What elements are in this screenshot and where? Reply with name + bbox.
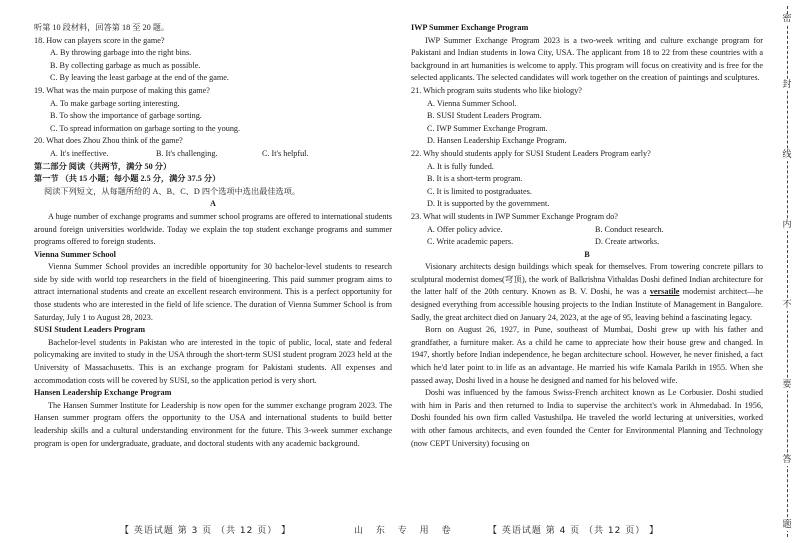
section-one-heading: 第一节 （共 15 小题；每小题 2.5 分，满分 37.5 分） (34, 174, 221, 184)
susi-heading: SUSI Student Leaders Program (34, 325, 146, 335)
seal-mark-6: 要 (782, 380, 792, 390)
footer-page-4: 【 英语试题 第 4 页 （共 12 页） 】 (488, 526, 660, 536)
iwp-paragraph: IWP Summer Exchange Program 2023 is a two-week writing and culture exchange program for Pakistani and Indian students in Iowa City, USA. The applicant from 18 to 22 from these countries with a background in art humanities is welcome to apply. This program will focus on creativity and is free for the selected applicants. The selected candidates will work together on the creation of paintings and sculptures. (411, 35, 763, 83)
question-22-option-b: B. It is a short-term program. (427, 174, 523, 184)
question-22-option-d: D. It is supported by the government. (427, 199, 550, 209)
seal-mark-7: 答 (782, 455, 792, 465)
question-18-option-b: B. By collecting garbage as much as possible. (50, 60, 201, 70)
hansen-heading: Hansen Leadership Exchange Program (34, 388, 172, 398)
question-18-option-a: A. By throwing garbage into the right bins. (50, 48, 192, 58)
question-21-option-a: A. Vienna Summer School. (427, 98, 517, 108)
underlined-word-versatile: versatile (649, 287, 680, 297)
question-21-option-c: C. IWP Summer Exchange Program. (427, 123, 548, 133)
listening-intro: 听第 10 段材料，回答第 18 至 20 题。 (34, 23, 170, 32)
question-21-option-d: D. Hansen Leadership Exchange Program. (427, 136, 567, 146)
left-column (34, 22, 392, 450)
passage-a-intro: A huge number of exchange programs and summer school programs are offered to international students around foreign universities worldwide. Today we explain the top student exchange programs and summer programs offered to foreign students. (34, 211, 392, 247)
question-20-stem: 20. What does Zhou Zhou think of the game? (34, 136, 183, 146)
seal-line (772, 0, 800, 543)
reading-instruction: 阅读下列短文，从每题所给的 A、B、C、D 四个选项中选出最佳选项。 (44, 186, 301, 196)
question-20-option-a: A. It's ineffective. (50, 148, 109, 158)
vienna-paragraph: Vienna Summer School provides an incredible opportunity for 30 bachelor-level students to research side by side with world top researchers in the field of bioengineering. This paid summer program aims to attract international students and create an excellent research environment. This is a perfect opportunity for those students who are interested in the field of life science. The duration of Vienna Summer School is from Saturday, July 1 to August 28, 2023. (34, 262, 392, 322)
question-23-option-d: D. Create artworks. (595, 237, 660, 247)
part-two-heading: 第二部分 阅读（共两节，满分 50 分） (34, 161, 172, 171)
right-column (411, 22, 763, 450)
question-23-option-c: C. Write academic papers. (427, 237, 514, 247)
question-19-option-a: A. To make garbage sorting interesting. (50, 98, 180, 108)
question-21-stem: 21. Which program suits students who like biology? (411, 85, 582, 95)
question-20-options (34, 148, 392, 161)
question-19-stem: 19. What was the main purpose of making this game? (34, 85, 210, 95)
hansen-paragraph: The Hansen Summer Institute for Leadership is now open for the summer exchange program 2023. The Hansen summer program offers the opportunity to the USA and international students to build better leadership skills and a cultural understanding environment for the future. This 3-week summer exchange program is open for undergraduate, graduate, and doctoral students with any academic background. (34, 400, 392, 448)
passage-b-paragraph-3: Doshi was influenced by the famous Swiss-French architect known as Le Corbusier. Doshi studied with him in Paris and then returned to India to supervise the architect's work in Ahmedabad. In 1956, Doshi founded his own firm called Vastushilpa. He traveled the world lecturing at universities, worked with other famous architects, and even founded the Center for Environmental Planning and Technology (now CEPT University) focusing on (411, 388, 763, 448)
question-18-stem: 18. How can players score in the game? (34, 35, 165, 45)
question-23-option-b: B. Conduct research. (595, 224, 664, 234)
question-22-stem: 22. Why should students apply for SUSI Student Leaders Program early? (411, 148, 651, 158)
seal-mark-2: 封 (782, 80, 792, 90)
footer-edition: 山 东 专 用 卷 (354, 526, 456, 536)
seal-mark-1: 密 (782, 14, 792, 24)
passage-b-p1-start: Visionary architects design buildings which speak for themselves. From towering concrete pillars to sculptural modernist domes(穹顶), the work of Balkrishna Vithaldas Doshi defined Indian architecture for the latter half of the 20th century. Known as B. V. Doshi, he was a (411, 262, 763, 297)
question-19-option-c: C. To spread information on garbage sorting to the young. (50, 123, 241, 133)
question-23-options-row1 (411, 224, 763, 237)
question-20-option-b: B. It's challenging. (156, 148, 218, 158)
footer-page-3: 【 英语试题 第 3 页 （共 12 页） 】 (120, 526, 292, 536)
question-19-option-b: B. To show the importance of garbage sorting. (50, 111, 202, 121)
question-22-option-c: C. It is limited to postgraduates. (427, 186, 532, 196)
question-22-option-a: A. It is fully funded. (427, 161, 494, 171)
passage-b-label: B (584, 249, 590, 259)
question-23-stem: 23. What will students in IWP Summer Exchange Program do? (411, 211, 618, 221)
passage-b-paragraph-1 (411, 261, 763, 324)
question-18-option-c: C. By leaving the least garbage at the end of the game. (50, 73, 229, 83)
question-20-option-c: C. It's helpful. (262, 148, 309, 158)
susi-paragraph: Bachelor-level students in Pakistan who are interested in the topic of public, local, state and federal policymaking are invited to study in the USA through the short-term SUSI student program 2023 held at the University of Massachusetts. This is an exchange program for Pakistani students. All expenses and accommodation costs will be covered by SUSI, so the application period is very short. (34, 337, 392, 385)
passage-b-paragraph-2: Born on August 26, 1927, in Pune, southeast of Mumbai, Doshi grew up with his father and grandfather, a furniture maker. As a child he came to appreciate how their house grew and changed. In 1947, shortly before Indian independence, he began architecture school. However, he never finished, a fact which he'd later point to in life as an advantage. He married his wife Kamala Parikh in 1955. When she passed away, Doshi lived in a house he designed and named for his beloved wife. (411, 325, 763, 385)
seal-mark-3: 线 (782, 150, 792, 160)
vienna-heading: Vienna Summer School (34, 249, 116, 259)
question-21-option-b: B. SUSI Student Leaders Program. (427, 111, 542, 121)
passage-a-label: A (210, 199, 216, 209)
question-23-options-row2 (411, 236, 763, 249)
iwp-heading: IWP Summer Exchange Program (411, 23, 529, 32)
passage-b-p1-end: modernist architect—he designed everything from accessible housing projects to the Indian Institute of Management in Bangalore. Sadly, the great architect died on January 24, 2023, at the age of 95, leaving behind a fascinating legacy. (411, 287, 764, 322)
question-23-option-a: A. Offer policy advice. (427, 224, 503, 234)
seal-mark-4: 内 (782, 220, 792, 230)
seal-mark-5: 不 (782, 300, 792, 310)
seal-mark-8: 题 (782, 520, 792, 530)
